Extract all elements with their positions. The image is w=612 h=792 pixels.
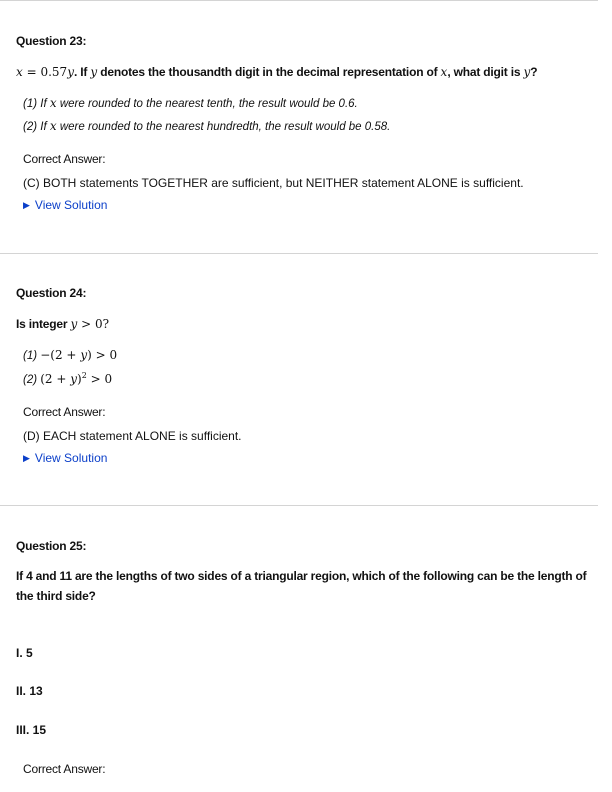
- math-expression: = 0.57: [22, 65, 68, 79]
- statement-text: (2) If: [23, 121, 50, 133]
- math-var-y: y: [70, 371, 78, 386]
- option-ii: II. 13: [16, 684, 43, 698]
- stem-text: ?: [530, 65, 538, 79]
- statement-2: [23, 371, 112, 386]
- stem-text: denotes the thousandth digit in the decimal representation of: [97, 65, 441, 79]
- statement-text: (1): [23, 350, 41, 362]
- question-title: Question 23:: [16, 34, 87, 48]
- question-stem: If 4 and 11 are the lengths of two sides of a triangular region, which of the following can be the length of the third side?: [16, 569, 587, 603]
- question-stem: [16, 317, 109, 331]
- math-var-y: y: [70, 317, 78, 331]
- math-expression: > 0: [86, 371, 113, 386]
- math-expression: ): [77, 371, 82, 386]
- math-expression: (2 +: [40, 371, 71, 386]
- math-var-x: x: [440, 65, 448, 79]
- stem-text: Is integer: [16, 317, 71, 331]
- triangle-right-icon: ▶: [23, 200, 30, 210]
- correct-answer-text: (D) EACH statement ALONE is sufficient.: [23, 429, 242, 443]
- stem-text: . If: [73, 65, 91, 79]
- option-iii: III. 15: [16, 723, 47, 737]
- math-exponent: 2: [81, 371, 87, 380]
- math-var-y: y: [523, 65, 531, 79]
- math-var-x: x: [49, 119, 57, 133]
- triangle-right-icon: ▶: [23, 453, 30, 463]
- view-solution-link[interactable]: [23, 198, 107, 212]
- statement-text: (2): [23, 373, 41, 386]
- correct-answer-label: Correct Answer:: [23, 152, 106, 166]
- question-divider: [0, 505, 598, 506]
- correct-answer-label: Correct Answer:: [23, 405, 106, 419]
- statement-1: [23, 96, 358, 110]
- correct-answer-label: Correct Answer:: [23, 762, 106, 776]
- view-solution-link[interactable]: [23, 451, 107, 465]
- math-var-x: x: [49, 96, 57, 110]
- question-divider: [0, 253, 598, 254]
- statement-2: [23, 119, 390, 133]
- math-expression: ) > 0: [87, 348, 118, 362]
- math-var-y: y: [80, 348, 88, 362]
- math-var-y: y: [67, 65, 74, 79]
- question-stem: [16, 65, 537, 79]
- top-divider: [0, 0, 598, 1]
- math-var-y: y: [90, 65, 98, 79]
- statement-text: (1) If: [23, 98, 50, 110]
- question-title: Question 25:: [16, 539, 87, 553]
- statement-text: were rounded to the nearest hundredth, the result would be 0.58.: [56, 121, 391, 133]
- math-expression: > 0?: [77, 317, 110, 331]
- stem-text: , what digit is: [447, 65, 524, 79]
- correct-answer-text: (C) BOTH statements TOGETHER are sufficient, but NEITHER statement ALONE is sufficient.: [23, 176, 524, 190]
- view-solution-label: View Solution: [34, 198, 108, 212]
- question-title: Question 24:: [16, 286, 87, 300]
- math-expression: −(2 +: [40, 348, 81, 362]
- option-i: I. 5: [16, 646, 33, 660]
- math-var-x: x: [16, 65, 23, 79]
- view-solution-label: View Solution: [34, 451, 108, 465]
- statement-1: [23, 348, 117, 362]
- statement-text: were rounded to the nearest tenth, the result would be 0.6.: [56, 98, 358, 110]
